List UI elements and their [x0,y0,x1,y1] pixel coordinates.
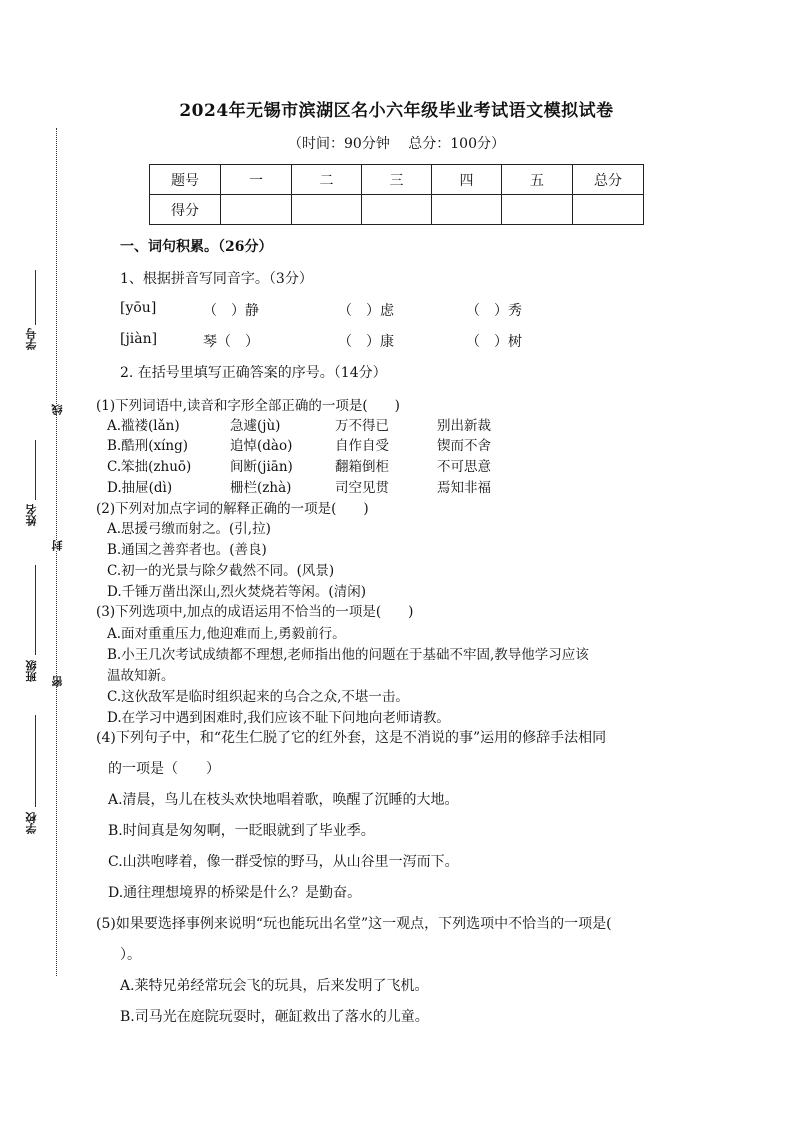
binding-line-char: 线 [51,404,64,415]
score-table-cell: 二 [292,165,362,195]
score-table-cell: 四 [432,165,502,195]
student-id-blank [35,270,36,325]
q2-sub2-stem: (2)下列对加点字词的解释正确的一项是( ) [96,501,369,517]
binding-seal-char: 封 [51,540,64,551]
name-label: 姓名 [25,504,38,526]
option-word: C.笨拙(zhuō) [107,459,192,475]
score-table-cell: 一 [221,165,292,195]
score-table-cell: 得分 [150,195,221,225]
q2-sub4-stem-cont: 的一项是（ ） [108,761,220,777]
score-table [149,164,644,225]
score-table-cell: 总分 [573,165,644,195]
score-input-cell[interactable] [362,195,432,225]
option-word: 焉知非福 [437,480,491,496]
name-blank [35,440,36,500]
option-line: C.初一的光景与除夕截然不同。(风景) [107,563,335,579]
q1-blank: （ ）虑 [338,303,394,319]
option-word: 司空见贯 [335,480,389,496]
option-word: 别出新裁 [437,418,491,434]
score-input-cell[interactable] [432,195,502,225]
q2-sub5-stem: (5)如果要选择事例来说明“玩也能玩出名堂”这一观点，下列选项中不恰当的一项是( [96,916,612,932]
q1-blank: （ ）树 [466,334,522,350]
q1-blank: （ ）静 [203,303,259,319]
q2-title: 2. 在括号里填写正确答案的序号。（14分） [120,365,387,381]
binding-secret-char: 密 [51,676,64,687]
option-line: B.通国之善弈者也。(善良) [107,542,267,558]
binding-dotted-line [56,128,57,976]
q2-sub1-stem: (1)下列词语中,读音和字形全部正确的一项是( ) [96,398,400,414]
score-table-score-row [150,195,644,225]
exam-title: 2024年无锡市滨湖区名小六年级毕业考试语文模拟试卷 [179,101,614,121]
option-line: B.司马光在庭院玩耍时，砸缸救出了落水的儿童。 [120,1009,429,1025]
option-line: D.千锤万凿出深山,烈火焚烧若等闲。(清闲) [107,584,366,600]
q2-sub5-stem-cont: ）。 [120,947,141,963]
option-line: D.通往理想境界的桥梁是什么？是勤奋。 [108,885,362,901]
option-word: A.褴褛(lǎn) [107,418,180,434]
q1-pinyin-jian: [jiàn] [120,331,158,347]
option-word: B.酷刑(xíng) [107,438,189,454]
q1-blank: （ ）秀 [466,303,522,319]
option-word: 急遽(jù) [230,418,281,434]
student-id-label: 学号 [25,328,38,350]
option-word: 自作自受 [335,438,389,454]
option-line: D.在学习中遇到困难时,我们应该不耻下问地向老师请教。 [107,710,450,726]
option-line: A.面对重重压力,他迎难而上,勇毅前行。 [107,626,346,642]
option-word: 栅栏(zhà) [230,480,292,496]
q1-title: 1、根据拼音写同音字。（3分） [120,271,313,287]
option-word: 锲而不舍 [437,438,491,454]
school-blank [35,715,36,807]
option-word: D.抽屉(dì) [107,480,173,496]
option-word: 追悼(dào) [230,438,293,454]
score-table-cell: 题号 [150,165,221,195]
option-line: 温故知新。 [107,668,175,684]
option-word: 万不得已 [335,418,389,434]
score-table-header-row [150,165,644,195]
exam-subtitle: （时间：90分钟 总分：100分） [288,136,505,152]
option-word: 不可思意 [437,459,491,475]
score-input-cell[interactable] [292,195,362,225]
option-line: C.这伙敌军是临时组织起来的乌合之众,不堪一击。 [107,689,409,705]
q2-sub4-stem: (4)下列句子中，和“花生仁脱了它的红外套，这是不消说的事”运用的修辞手法相同 [96,730,607,746]
option-line: B.小王几次考试成绩都不理想,老师指出他的问题在于基础不牢固,教导他学习应该 [107,647,589,663]
option-line: B.时间真是匆匆啊，一眨眼就到了毕业季。 [108,823,375,839]
option-line: C.山洪咆哮着，像一群受惊的野马，从山谷里一泻而下。 [108,854,459,870]
score-input-cell[interactable] [573,195,644,225]
option-line: A.清晨，鸟儿在枝头欢快地唱着歌，唤醒了沉睡的大地。 [108,792,459,808]
score-table-cell: 五 [502,165,573,195]
school-label: 学校 [25,812,38,834]
class-blank [35,565,36,655]
option-word: 翻箱倒柜 [335,459,389,475]
option-word: 间断(jiān) [230,459,293,475]
q1-blank: 琴（ ） [203,334,259,350]
q1-blank: （ ）康 [338,334,394,350]
q2-sub3-stem: (3)下列选项中,加点的成语运用不恰当的一项是( ) [96,604,414,620]
section1-heading: 一、词句积累。（26分） [120,239,273,255]
option-line: A.莱特兄弟经常玩会飞的玩具，后来发明了飞机。 [120,978,429,994]
score-input-cell[interactable] [221,195,292,225]
score-table-cell: 三 [362,165,432,195]
q1-pinyin-you: [yōu] [120,300,157,316]
class-label: 班级 [25,660,38,682]
option-line: A.思援弓缴而射之。(引,拉) [107,521,271,537]
score-input-cell[interactable] [502,195,573,225]
